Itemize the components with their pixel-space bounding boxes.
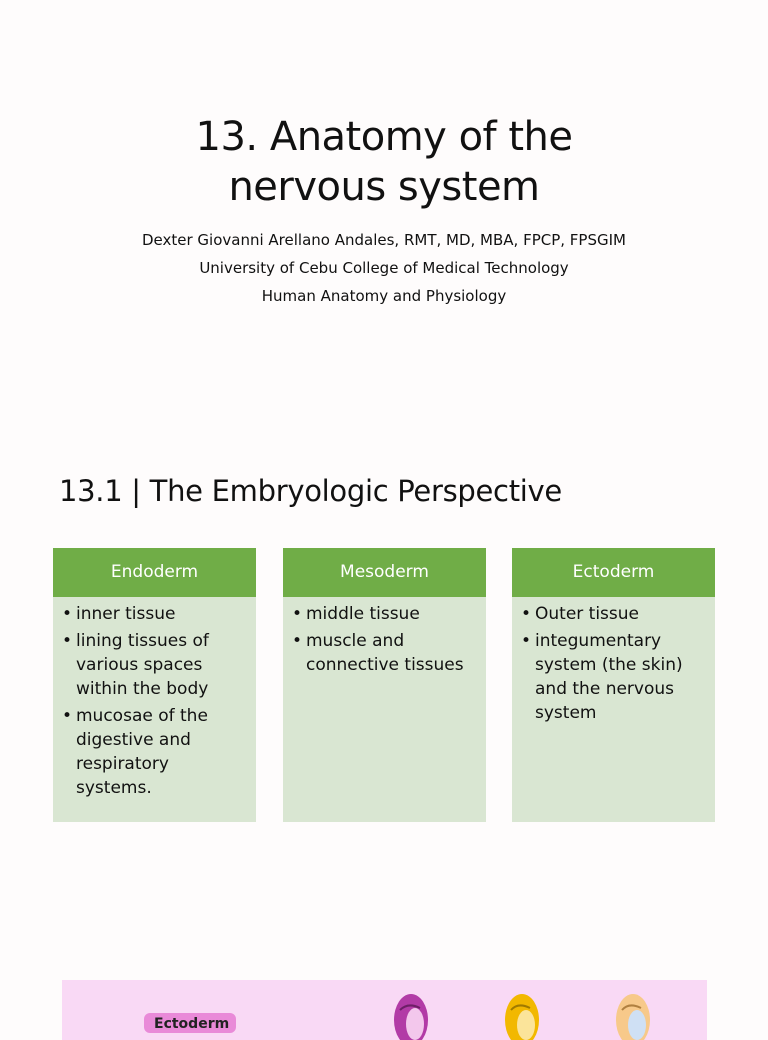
germ-layer-endoderm [53,548,256,822]
embryo-illustrations [62,980,707,1040]
list-item: • inner tissue [76,602,246,626]
institution-line: University of Cebu College of Medical Technology [199,259,569,277]
author-line: Dexter Giovanni Arellano Andales, RMT, MD, MBA, FPCP, FPSGIM [142,231,626,249]
page-title [0,112,768,212]
germ-layer-header: Endoderm [53,548,256,597]
germ-layer-header: Mesoderm [283,548,486,597]
germ-layer-list [283,597,486,677]
list-item: • muscle and connective tissues [306,629,476,677]
germ-layer-list [53,597,256,800]
embryo-stage-1-icon [394,994,428,1040]
list-item: • middle tissue [306,602,476,626]
germ-layer-header: Ectoderm [512,548,715,597]
ectoderm-label: Ectoderm [144,1013,236,1033]
title-line-2: nervous system [228,164,540,210]
germ-layer-mesoderm [283,548,486,822]
embryo-figure [62,980,707,1040]
subtitle-block [0,226,768,310]
list-item: • integumentary system (the skin) and the nervous system [535,629,705,725]
embryo-stage-3-icon [616,994,650,1040]
title-line-1: 13. Anatomy of the [195,114,573,160]
germ-layer-list [512,597,715,725]
germ-layer-ectoderm [512,548,715,822]
list-item: • lining tissues of various spaces within the body [76,629,246,701]
course-line: Human Anatomy and Physiology [261,287,507,305]
section-heading: 13.1 | The Embryologic Perspective [59,474,562,508]
list-item: • Outer tissue [535,602,705,626]
embryo-stage-2-icon [505,994,539,1040]
list-item: • mucosae of the digestive and respiratory systems. [76,704,246,800]
